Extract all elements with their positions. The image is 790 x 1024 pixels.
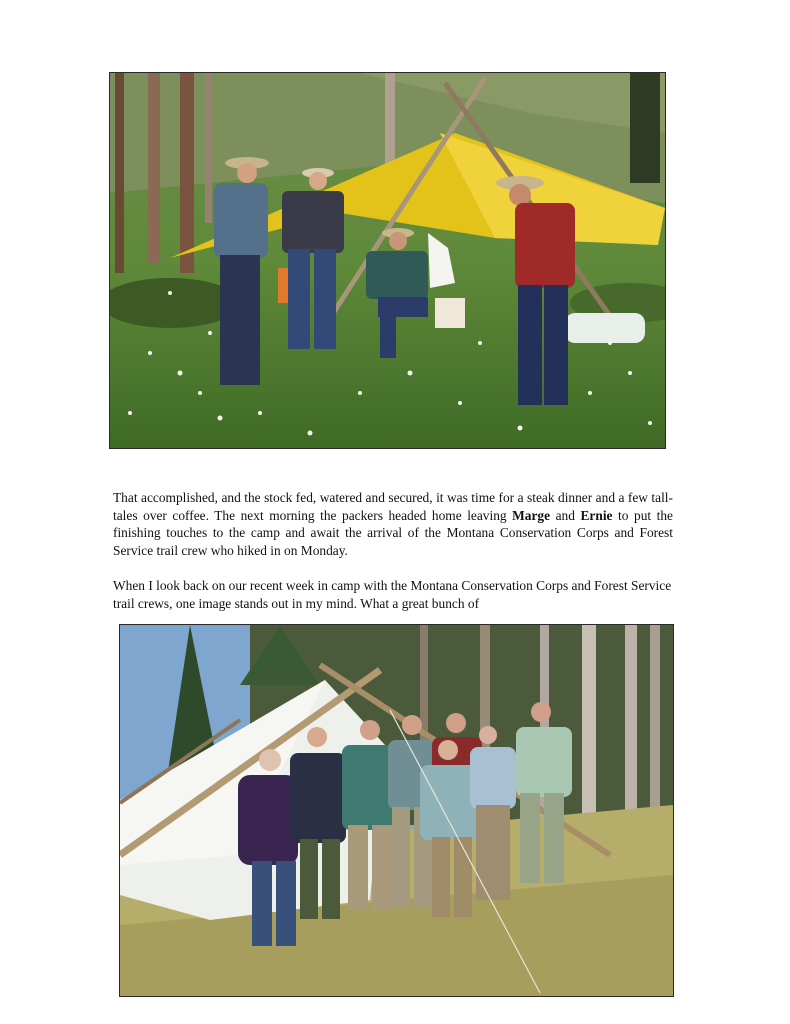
paragraph-1-part-b: and [550,507,581,523]
photo-crew-at-wall-tent [120,625,673,996]
paragraph-1-part-c: to put the finishing touches to the camp and await the arrival of the Montana Conservation Corps and Forest Service trail crew who hiked in on Monday. [113,507,674,558]
name-marge: Marge [512,507,551,523]
body-paragraph-1 [113,489,673,559]
paragraph-1-part-a: That accomplished, and the stock fed, watered and secured, it was time for a steak dinner and a few tall-tales over coffee. The next morning the packers headed home leaving [113,490,673,523]
name-ernie: Ernie [580,507,613,523]
body-paragraph-2: When I look back on our recent week in camp with the Montana Conservation Corps and Forest Service trail crews, one image stands out in my mind. What a great bunch of [113,578,672,611]
photo-packers-under-tarp [110,73,665,448]
